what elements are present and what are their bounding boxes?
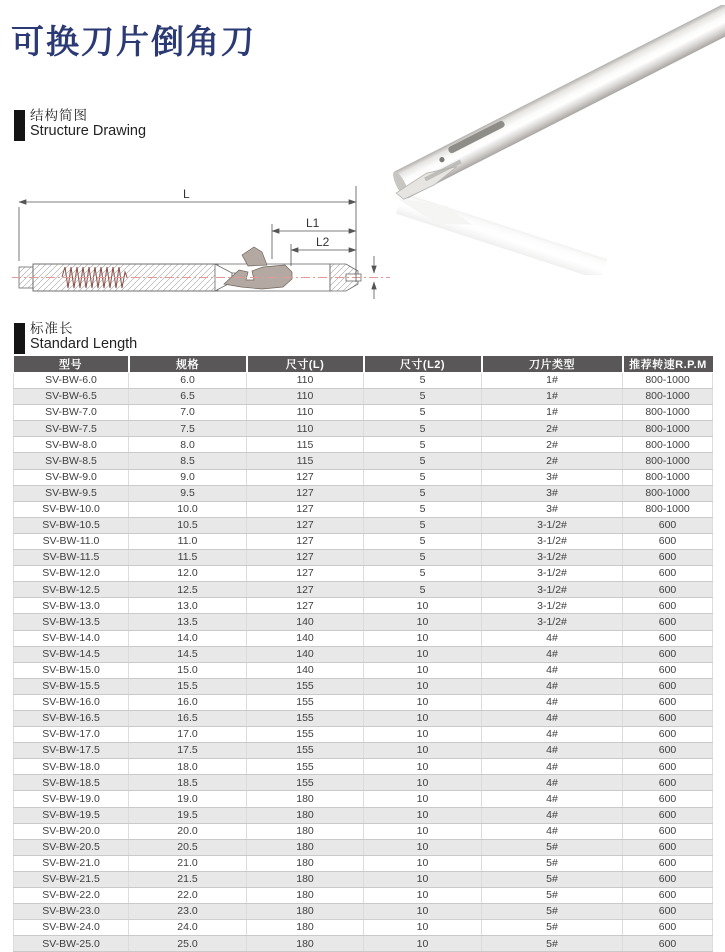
- table-cell: 140: [247, 646, 364, 662]
- table-row: [14, 839, 713, 855]
- table-cell: 12.5: [129, 582, 247, 598]
- table-cell: 127: [247, 485, 364, 501]
- table-row: [14, 517, 713, 533]
- section-structure-drawing: [14, 109, 146, 139]
- table-cell: 5: [364, 533, 482, 549]
- table-cell: SV-BW-19.5: [14, 807, 129, 823]
- table-cell: 10: [364, 936, 482, 952]
- table-cell: 5: [364, 485, 482, 501]
- table-cell: SV-BW-11.5: [14, 550, 129, 566]
- table-cell: SV-BW-23.0: [14, 904, 129, 920]
- table-row: [14, 533, 713, 549]
- table-cell: 4#: [482, 678, 623, 694]
- table-cell: 3-1/2#: [482, 533, 623, 549]
- table-cell: 2#: [482, 437, 623, 453]
- table-cell: SV-BW-10.5: [14, 517, 129, 533]
- table-cell: 600: [623, 807, 713, 823]
- table-body: [14, 373, 713, 952]
- table-cell: 5: [364, 566, 482, 582]
- table-cell: 5#: [482, 888, 623, 904]
- table-cell: 10: [364, 678, 482, 694]
- table-cell: 155: [247, 775, 364, 791]
- table-cell: 10: [364, 710, 482, 726]
- table-cell: 4#: [482, 662, 623, 678]
- table-cell: SV-BW-25.0: [14, 936, 129, 952]
- table-row: [14, 920, 713, 936]
- table-cell: 21.0: [129, 855, 247, 871]
- table-cell: 10: [364, 743, 482, 759]
- table-cell: 10: [364, 871, 482, 887]
- spec-table: [13, 356, 713, 952]
- table-cell: 180: [247, 839, 364, 855]
- table-cell: SV-BW-9.0: [14, 469, 129, 485]
- table-cell: SV-BW-17.0: [14, 727, 129, 743]
- table-cell: 600: [623, 678, 713, 694]
- table-cell: 155: [247, 727, 364, 743]
- table-cell: 5: [364, 517, 482, 533]
- section-standard-length: [14, 322, 137, 352]
- table-cell: 6.0: [129, 373, 247, 389]
- table-cell: 3-1/2#: [482, 614, 623, 630]
- table-header-row: [14, 356, 713, 373]
- table-cell: 10: [364, 920, 482, 936]
- table-cell: 5: [364, 389, 482, 405]
- col-header-spec: 规格: [129, 356, 247, 373]
- col-header-blade-type: 刀片类型: [482, 356, 623, 373]
- table-cell: 9.0: [129, 469, 247, 485]
- table-cell: 10: [364, 807, 482, 823]
- table-cell: 10: [364, 791, 482, 807]
- table-cell: 600: [623, 855, 713, 871]
- table-cell: 4#: [482, 759, 623, 775]
- table-row: [14, 710, 713, 726]
- table-cell: 127: [247, 550, 364, 566]
- table-cell: 22.0: [129, 888, 247, 904]
- table-cell: 180: [247, 823, 364, 839]
- table-row: [14, 888, 713, 904]
- table-cell: 4#: [482, 775, 623, 791]
- table-row: [14, 469, 713, 485]
- table-cell: 600: [623, 694, 713, 710]
- table-cell: 5: [364, 550, 482, 566]
- table-cell: 180: [247, 920, 364, 936]
- table-cell: 3#: [482, 469, 623, 485]
- col-header-size-l2: 尺寸(L2): [364, 356, 482, 373]
- table-cell: 127: [247, 598, 364, 614]
- table-cell: 600: [623, 871, 713, 887]
- section-structure-zh: 结构简图: [30, 108, 88, 123]
- table-cell: 20.5: [129, 839, 247, 855]
- table-row: [14, 485, 713, 501]
- table-cell: 5: [364, 582, 482, 598]
- table-cell: 5#: [482, 855, 623, 871]
- table-cell: 10: [364, 775, 482, 791]
- table-cell: 10: [364, 614, 482, 630]
- table-cell: 155: [247, 678, 364, 694]
- table-cell: 180: [247, 791, 364, 807]
- table-cell: 2#: [482, 453, 623, 469]
- table-cell: 600: [623, 791, 713, 807]
- table-cell: 3#: [482, 485, 623, 501]
- table-row: [14, 373, 713, 389]
- table-cell: 10: [364, 630, 482, 646]
- table-cell: 11.0: [129, 533, 247, 549]
- table-cell: 4#: [482, 743, 623, 759]
- table-cell: 800-1000: [623, 453, 713, 469]
- table-row: [14, 791, 713, 807]
- table-cell: 180: [247, 871, 364, 887]
- product-photo: [385, 5, 725, 275]
- table-cell: 600: [623, 630, 713, 646]
- table-cell: 8.0: [129, 437, 247, 453]
- table-cell: SV-BW-21.5: [14, 871, 129, 887]
- photo-rod: [387, 5, 725, 202]
- table-cell: 600: [623, 517, 713, 533]
- table-cell: 5: [364, 405, 482, 421]
- table-cell: 600: [623, 904, 713, 920]
- table-cell: 155: [247, 694, 364, 710]
- section-standard-zh: 标准长: [30, 321, 74, 336]
- table-cell: 600: [623, 727, 713, 743]
- table-cell: 17.0: [129, 727, 247, 743]
- table-cell: 5#: [482, 871, 623, 887]
- table-row: [14, 694, 713, 710]
- table-cell: 7.5: [129, 421, 247, 437]
- table-row: [14, 389, 713, 405]
- table-cell: 19.5: [129, 807, 247, 823]
- table-cell: 800-1000: [623, 373, 713, 389]
- table-row: [14, 855, 713, 871]
- table-cell: 25.0: [129, 936, 247, 952]
- table-row: [14, 501, 713, 517]
- table-cell: 4#: [482, 791, 623, 807]
- table-cell: 5: [364, 469, 482, 485]
- table-cell: SV-BW-6.5: [14, 389, 129, 405]
- table-cell: 3-1/2#: [482, 517, 623, 533]
- table-cell: 600: [623, 888, 713, 904]
- table-cell: SV-BW-8.5: [14, 453, 129, 469]
- table-cell: 4#: [482, 646, 623, 662]
- table-cell: SV-BW-12.5: [14, 582, 129, 598]
- table-cell: 110: [247, 389, 364, 405]
- table-row: [14, 678, 713, 694]
- table-cell: 600: [623, 759, 713, 775]
- table-cell: 600: [623, 566, 713, 582]
- table-cell: 600: [623, 662, 713, 678]
- table-cell: 1#: [482, 389, 623, 405]
- table-cell: 10: [364, 646, 482, 662]
- table-cell: 600: [623, 550, 713, 566]
- table-row: [14, 807, 713, 823]
- table-cell: 3-1/2#: [482, 566, 623, 582]
- table-cell: 600: [623, 646, 713, 662]
- table-row: [14, 904, 713, 920]
- table-cell: 800-1000: [623, 437, 713, 453]
- table-cell: 115: [247, 437, 364, 453]
- table-cell: 4#: [482, 823, 623, 839]
- table-cell: 5#: [482, 920, 623, 936]
- table-cell: 5#: [482, 904, 623, 920]
- table-cell: 20.0: [129, 823, 247, 839]
- dim-label-L1: L1: [306, 216, 320, 230]
- col-header-rpm: 推荐转速R.P.M: [623, 356, 713, 373]
- table-cell: 4#: [482, 710, 623, 726]
- table-row: [14, 437, 713, 453]
- table-cell: SV-BW-24.0: [14, 920, 129, 936]
- table-cell: 10.0: [129, 501, 247, 517]
- table-cell: 7.0: [129, 405, 247, 421]
- table-cell: SV-BW-19.0: [14, 791, 129, 807]
- table-cell: 8.5: [129, 453, 247, 469]
- table-cell: SV-BW-17.5: [14, 743, 129, 759]
- table-cell: 600: [623, 936, 713, 952]
- table-row: [14, 646, 713, 662]
- table-cell: 13.0: [129, 598, 247, 614]
- table-row: [14, 405, 713, 421]
- table-cell: SV-BW-16.0: [14, 694, 129, 710]
- table-cell: 5#: [482, 839, 623, 855]
- dim-label-L: L: [183, 187, 190, 201]
- table-cell: 800-1000: [623, 501, 713, 517]
- table-cell: 10: [364, 759, 482, 775]
- table-row: [14, 775, 713, 791]
- table-cell: 10: [364, 855, 482, 871]
- table-cell: SV-BW-15.0: [14, 662, 129, 678]
- table-cell: 3-1/2#: [482, 550, 623, 566]
- table-cell: SV-BW-14.0: [14, 630, 129, 646]
- table-cell: 127: [247, 501, 364, 517]
- table-cell: SV-BW-7.5: [14, 421, 129, 437]
- table-cell: 600: [623, 614, 713, 630]
- table-cell: 600: [623, 743, 713, 759]
- table-cell: 3-1/2#: [482, 582, 623, 598]
- table-row: [14, 743, 713, 759]
- page-title: 可换刀片倒角刀: [11, 23, 256, 60]
- table-cell: 6.5: [129, 389, 247, 405]
- section-structure-en: Structure Drawing: [30, 122, 147, 139]
- table-cell: 3-1/2#: [482, 598, 623, 614]
- table-cell: 600: [623, 775, 713, 791]
- table-cell: 4#: [482, 630, 623, 646]
- table-cell: 800-1000: [623, 389, 713, 405]
- table-cell: SV-BW-22.0: [14, 888, 129, 904]
- table-cell: 180: [247, 904, 364, 920]
- table-cell: 10: [364, 888, 482, 904]
- table-cell: 10: [364, 662, 482, 678]
- table-row: [14, 871, 713, 887]
- table-cell: 800-1000: [623, 485, 713, 501]
- table-cell: SV-BW-15.5: [14, 678, 129, 694]
- table-cell: SV-BW-13.5: [14, 614, 129, 630]
- table-cell: 21.5: [129, 871, 247, 887]
- table-cell: 600: [623, 710, 713, 726]
- table-cell: 600: [623, 582, 713, 598]
- table-cell: 1#: [482, 405, 623, 421]
- table-cell: 127: [247, 469, 364, 485]
- table-cell: 18.0: [129, 759, 247, 775]
- table-row: [14, 598, 713, 614]
- table-cell: 127: [247, 517, 364, 533]
- table-cell: 155: [247, 710, 364, 726]
- table-cell: SV-BW-10.0: [14, 501, 129, 517]
- table-cell: SV-BW-16.5: [14, 710, 129, 726]
- table-cell: 14.5: [129, 646, 247, 662]
- table-cell: 600: [623, 823, 713, 839]
- table-cell: 15.5: [129, 678, 247, 694]
- table-cell: SV-BW-12.0: [14, 566, 129, 582]
- section-marker-icon: [14, 323, 25, 354]
- col-header-size-l: 尺寸(L): [247, 356, 364, 373]
- table-cell: 1#: [482, 373, 623, 389]
- table-cell: 19.0: [129, 791, 247, 807]
- table-cell: 127: [247, 582, 364, 598]
- table-row: [14, 453, 713, 469]
- table-cell: 180: [247, 855, 364, 871]
- table-cell: 17.5: [129, 743, 247, 759]
- table-cell: 12.0: [129, 566, 247, 582]
- table-row: [14, 662, 713, 678]
- table-cell: 10: [364, 904, 482, 920]
- table-cell: 600: [623, 839, 713, 855]
- table-cell: 11.5: [129, 550, 247, 566]
- table-cell: 5: [364, 501, 482, 517]
- table-cell: SV-BW-18.5: [14, 775, 129, 791]
- table-cell: 10: [364, 694, 482, 710]
- table-cell: 23.0: [129, 904, 247, 920]
- table-cell: 5: [364, 437, 482, 453]
- table-cell: SV-BW-21.0: [14, 855, 129, 871]
- table-cell: 600: [623, 533, 713, 549]
- table-cell: 16.5: [129, 710, 247, 726]
- table-cell: 115: [247, 453, 364, 469]
- table-cell: SV-BW-8.0: [14, 437, 129, 453]
- table-cell: 10.5: [129, 517, 247, 533]
- table-cell: 600: [623, 920, 713, 936]
- table-cell: 5#: [482, 936, 623, 952]
- table-cell: 5: [364, 421, 482, 437]
- table-cell: 140: [247, 662, 364, 678]
- table-cell: 600: [623, 598, 713, 614]
- table-cell: SV-BW-20.0: [14, 823, 129, 839]
- table-row: [14, 759, 713, 775]
- table-cell: 4#: [482, 807, 623, 823]
- table-cell: SV-BW-7.0: [14, 405, 129, 421]
- table-cell: 110: [247, 421, 364, 437]
- table-cell: 800-1000: [623, 469, 713, 485]
- table-cell: 140: [247, 614, 364, 630]
- table-cell: 24.0: [129, 920, 247, 936]
- table-cell: 4#: [482, 727, 623, 743]
- table-cell: 155: [247, 759, 364, 775]
- dim-label-L2: L2: [316, 235, 330, 249]
- table-row: [14, 614, 713, 630]
- table-cell: 127: [247, 566, 364, 582]
- table-cell: SV-BW-18.0: [14, 759, 129, 775]
- table-cell: 10: [364, 839, 482, 855]
- table-cell: SV-BW-9.5: [14, 485, 129, 501]
- table-bottom-line: [13, 919, 712, 920]
- table-row: [14, 566, 713, 582]
- table-cell: 10: [364, 727, 482, 743]
- table-cell: 140: [247, 630, 364, 646]
- table-cell: 2#: [482, 421, 623, 437]
- table-cell: 10: [364, 823, 482, 839]
- table-cell: SV-BW-20.5: [14, 839, 129, 855]
- table-cell: SV-BW-6.0: [14, 373, 129, 389]
- table-cell: 14.0: [129, 630, 247, 646]
- table-cell: 15.0: [129, 662, 247, 678]
- table-cell: 110: [247, 373, 364, 389]
- table-cell: 180: [247, 807, 364, 823]
- table-row: [14, 421, 713, 437]
- table-cell: 4#: [482, 694, 623, 710]
- table-cell: SV-BW-11.0: [14, 533, 129, 549]
- table-cell: 16.0: [129, 694, 247, 710]
- table-row: [14, 550, 713, 566]
- table-cell: 180: [247, 888, 364, 904]
- table-cell: 18.5: [129, 775, 247, 791]
- section-standard-en: Standard Length: [30, 335, 138, 352]
- table-row: [14, 823, 713, 839]
- table-row: [14, 582, 713, 598]
- table-cell: SV-BW-13.0: [14, 598, 129, 614]
- table-cell: SV-BW-14.5: [14, 646, 129, 662]
- table-cell: 9.5: [129, 485, 247, 501]
- table-cell: 155: [247, 743, 364, 759]
- table-row: [14, 936, 713, 952]
- table-cell: 110: [247, 405, 364, 421]
- table-row: [14, 630, 713, 646]
- structure-drawing: [0, 160, 400, 310]
- table-cell: 13.5: [129, 614, 247, 630]
- table-cell: 5: [364, 373, 482, 389]
- section-marker-icon: [14, 110, 25, 141]
- table-cell: 800-1000: [623, 405, 713, 421]
- photo-reflection: [392, 190, 607, 275]
- table-cell: 10: [364, 598, 482, 614]
- table-row: [14, 727, 713, 743]
- table-cell: 800-1000: [623, 421, 713, 437]
- table-cell: 180: [247, 936, 364, 952]
- table-cell: 3#: [482, 501, 623, 517]
- table-cell: 127: [247, 533, 364, 549]
- table-cell: 5: [364, 453, 482, 469]
- col-header-model: 型号: [14, 356, 129, 373]
